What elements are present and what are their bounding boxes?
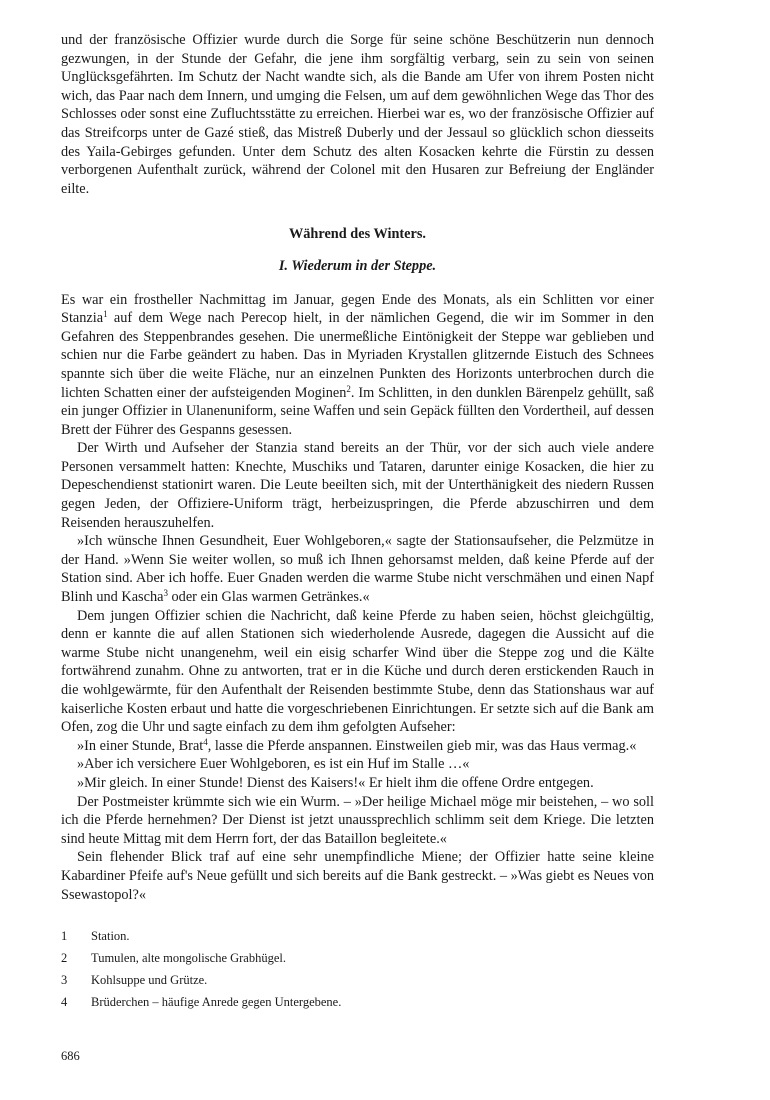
chapter-heading: Während des Winters. <box>288 226 427 243</box>
paragraph-5 <box>61 737 654 756</box>
footnote-number: 4 <box>61 995 68 1010</box>
paragraph-text: oder ein Glas warmen Getränkes.« <box>167 589 370 606</box>
paragraph-text: Es war ein frostheller Nachmittag im Januar, gegen Ende des Monats, als ein Schlitten vor einer Stanzia <box>61 291 654 327</box>
footnote-text: Tumulen, alte mongolische Grabhügel. <box>91 951 286 966</box>
page-body <box>61 31 654 1013</box>
footnote-ref-2: 2 <box>346 383 351 394</box>
opening-paragraph: und der französische Offizier wurde durch die Sorge für seine schöne Beschützerin nun dennoch gezwungen, in der Stunde der Gefahr, die jene ihm sorgfältig verbarg, sein zu sein von seinen Unglücksgefährten. Im Schutz der Nacht wandte sich, als die Bande am Ufer von ihrem Posten nicht wich, das Paar nach dem Innern, und umging die Felsen, um auf dem gewöhnlichen Wege das Thor des Schlosses oder sonst eine Zufluchtsstätte zu erreichen. Hierbei war es, wo der französische Offizier auf das Streifcorps unter de Gazé stieß, das Mistreß Duberly und der Jessaul so glücklich schon diesseits des Yaila-Gebirges gefunden. Unter dem Schutz des alten Kosacken kehrte die Fürstin zu dessen verborgenen Aufenthalt zurück, während der Colonel mit den Husaren zur Befreiung der Engländer eilte. <box>61 32 654 197</box>
paragraph-text: »In einer Stunde, Brat <box>77 737 204 754</box>
paragraph-8: Der Postmeister krümmte sich wie ein Wurm. – »Der heilige Michael möge mir beistehen, – wo soll ich die Pferde hernehmen? Der Dienst ist jetzt unaussprechlich schlimm seit dem Kriege. Die letzten sind heute Mittag mit dem Herrn fort, der das Bataillon begleitete.« <box>61 793 654 847</box>
paragraph-4: Dem jungen Offizier schien die Nachricht, daß keine Pferde zu haben seien, höchst gleichgültig, denn er kannte die auf allen Stationen sich wiederholende Ausrede, dagegen die Aussicht auf die warme Stube nicht unangenehm, weil ein eisig scharfer Wind über die Steppe zog und die Kälte fortwährend zunahm. Ohne zu antworten, trat er in die Küche und durch deren erstickenden Rauch in die wohlgewärmte, für den Aufenthalt der Reisenden bestimmte Stube, denn das Stationshaus war auf kaiserliche Kosten erbaut und hatte die vorgeschriebenen Einrichtungen. Er setzte sich auf die Bank am Ofen, zog die Uhr und sagte einfach zu dem ihm gefolgten Aufseher: <box>61 607 654 736</box>
page-number: 686 <box>61 1049 80 1063</box>
paragraph-1 <box>61 291 654 440</box>
footnote-number: 1 <box>61 929 68 944</box>
paragraph-text: , lasse die Pferde anspannen. Einstweilen gieb mir, was das Haus vermag.« <box>207 737 637 754</box>
footnote-ref-3: 3 <box>163 588 168 599</box>
paragraph-7: »Mir gleich. In einer Stunde! Dienst des Kaisers!« Er hielt ihm die offene Ordre entgegen. <box>77 774 594 791</box>
footnote-text: Brüderchen – häufige Anrede gegen Untergebene. <box>91 995 342 1010</box>
paragraph-9: Sein flehender Blick traf auf eine sehr unempfindliche Miene; der Offizier hatte seine kleine Kabardiner Pfeife auf's Neue gefüllt und sich bereits auf die Bank gestreckt. – »Was giebt es Neues von Ssewastopol?« <box>61 849 654 903</box>
footnote-text: Station. <box>91 929 130 944</box>
paragraph-text: . Im Schlitten, in den dunklen Bärenpelz gehüllt, saß ein junger Offizier in Ulanenuniform, seine Waffen und sein Gepäck füllten den Vordertheil, auf dessen Brett der Führer des Gespanns gesessen. <box>61 384 654 438</box>
footnote <box>61 969 654 991</box>
footnote <box>61 947 654 969</box>
footnotes <box>61 925 654 1013</box>
section-heading: I. Wiederum in der Steppe. <box>278 257 437 274</box>
footnote-number: 3 <box>61 973 68 988</box>
footnote <box>61 925 654 947</box>
footnote-number: 2 <box>61 951 68 966</box>
paragraph-text: auf dem Wege nach Perecop hielt, in der nämlichen Gegend, die wir im Sommer in den Gefahren des Steppenbrandes gesehen. Die unermeßliche Eintönigkeit der Steppe war geblieben und schien nur die Farbe geändert zu haben. Das in Myriaden Krystallen glitzernde Eistuch des Schnees spannte sich über die weite Fläche, nur an einzelnen Punkten des Horizonts unterbrochen durch die lichten Schatten einer der aufsteigenden Moginen <box>61 310 654 401</box>
paragraph-3 <box>61 532 654 606</box>
footnote <box>61 991 654 1013</box>
footnote-ref-1: 1 <box>103 309 108 320</box>
footnote-ref-4: 4 <box>203 736 208 747</box>
paragraph-text: »Ich wünsche Ihnen Gesundheit, Euer Wohlgeboren,« sagte der Stationsaufseher, die Pelzmütze in der Hand. »Wenn Sie weiter wollen, so muß ich Ihnen gehorsamst melden, daß keine Pferde auf der Station sind. Aber ich hoffe. Euer Gnaden werden die warme Stube nicht verschmähen und einen Napf Blinh und Kascha <box>61 533 654 606</box>
paragraph-2: Der Wirth und Aufseher der Stanzia stand bereits an der Thür, vor der sich auch viele andere Personen versammelt hatten: Knechte, Muschiks und Tataren, darunter einige Kosacken, die hier zu Depeschendienst stationirt waren. Die Leute beeilten sich, mit der Unterthänigkeit des niedern Russen gegen Jeden, der Offiziere-Uniform trägt, herbeizuspringen, die Pferde abzuschirren und dem Reisenden herauszuhelfen. <box>61 440 654 531</box>
footnote-text: Kohlsuppe und Grütze. <box>91 973 208 988</box>
paragraph-6: »Aber ich versichere Euer Wohlgeboren, es ist ein Huf im Stalle …« <box>77 756 470 773</box>
